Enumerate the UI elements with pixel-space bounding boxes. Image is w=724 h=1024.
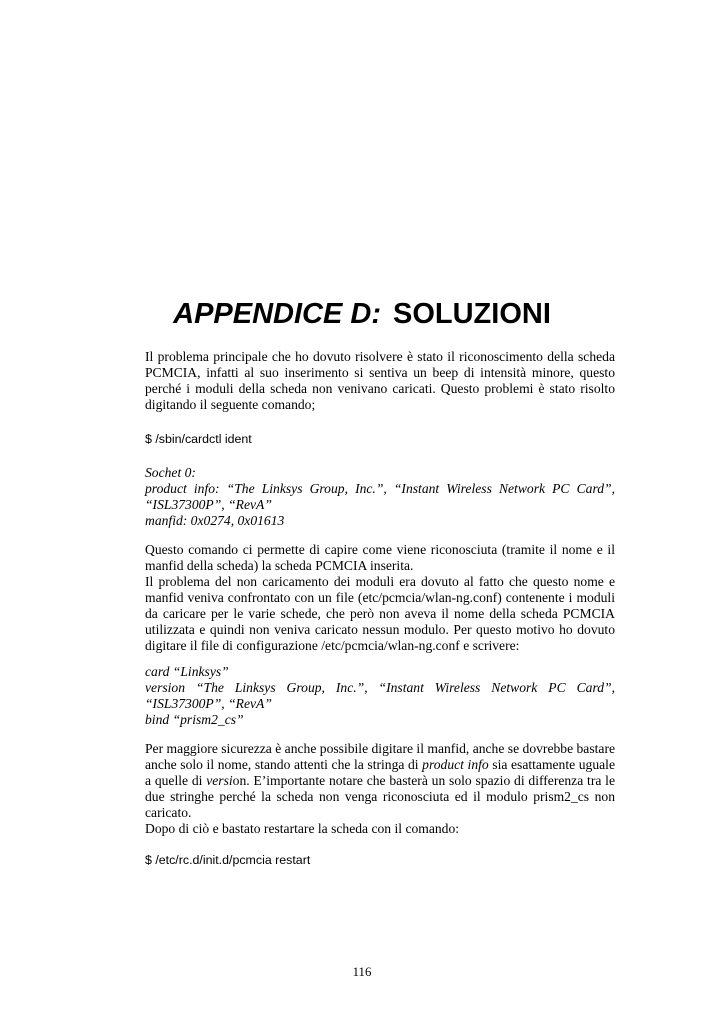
title-main: SOLUZIONI xyxy=(392,298,551,330)
safety-line: Dopo di ciò e bastato restartare la scheda con il comando: xyxy=(145,821,460,836)
safety-text: anche solo il nome, stando attenti che la stringa di xyxy=(145,757,423,772)
explanation-line: da caricare per le varie schede, che però non aveva il nome della scheda PCMCIA xyxy=(145,606,615,621)
explanation-line: Il problema del non caricamento dei moduli era dovuto al fatto che questo nome e xyxy=(145,574,615,589)
page-number: 116 xyxy=(352,965,372,979)
config-line: card “Linksys” xyxy=(145,664,229,679)
safety-line: due stringhe perché la scheda non venga riconosciuta ed il modulo prism2_cs non xyxy=(145,789,615,804)
command-cardctl: $ /sbin/cardctl ident xyxy=(145,432,252,446)
config-line: bind “prism2_cs” xyxy=(145,712,244,727)
output-line: Sochet 0: xyxy=(145,465,196,480)
intro-line: PCMCIA, infatti al suo inserimento si sentiva un beep di intensità minore, questo xyxy=(145,365,615,380)
explanation-line: utilizzata e quindi non veniva caricato nessun modulo. Per questo motivo ho dovuto xyxy=(145,622,615,637)
intro-line: perché i moduli della scheda non venivano caricati. Questo problemi è stato risolto xyxy=(145,381,615,396)
explanation-line: digitare il file di configurazione /etc/pcmcia/wlan-ng.conf e scrivere: xyxy=(145,638,520,653)
config-snippet xyxy=(145,664,615,728)
config-line: “ISL37300P”, “RevA” xyxy=(145,696,272,711)
safety-line xyxy=(145,773,615,789)
intro-paragraph xyxy=(145,349,615,413)
title-prefix: APPENDICE D: xyxy=(173,298,381,330)
safety-text: a quelle di xyxy=(145,773,207,788)
page-title xyxy=(0,294,724,334)
explanation-line: Questo comando ci permette di capire come viene riconosciuta (tramite il nome e il xyxy=(145,542,615,557)
safety-line: caricato. xyxy=(145,805,192,820)
explanation-paragraph xyxy=(145,542,615,654)
safety-text: sia esattamente uguale xyxy=(488,757,615,772)
intro-line: digitando il seguente comando; xyxy=(145,397,316,412)
version-term: versi xyxy=(206,773,233,788)
output-line: “ISL37300P”, “RevA” xyxy=(145,497,272,512)
safety-text: on. E’importante notare che basterà un solo spazio di differenza tra le xyxy=(232,773,615,788)
safety-line xyxy=(145,757,615,773)
explanation-line: manfid della scheda) la scheda PCMCIA inserita. xyxy=(145,558,414,573)
product-info-term: product info xyxy=(422,757,489,772)
safety-line: Per maggiore sicurezza è anche possibile digitare il manfid, anche se dovrebbe bastare xyxy=(145,741,615,756)
explanation-line: manfid veniva confrontato con un file (etc/pcmcia/wlan-ng.conf) contenente i moduli xyxy=(145,590,615,605)
safety-paragraph xyxy=(145,741,615,837)
intro-line: Il problema principale che ho dovuto risolvere è stato il riconoscimento della scheda xyxy=(145,349,615,364)
output-line: product info: “The Linksys Group, Inc.”, “Instant Wireless Network PC Card”, xyxy=(145,481,615,496)
cardctl-output xyxy=(145,465,615,529)
output-line: manfid: 0x0274, 0x01613 xyxy=(145,513,285,528)
config-line: version “The Linksys Group, Inc.”, “Instant Wireless Network PC Card”, xyxy=(145,680,615,695)
command-pcmcia-restart: $ /etc/rc.d/init.d/pcmcia restart xyxy=(145,853,311,867)
